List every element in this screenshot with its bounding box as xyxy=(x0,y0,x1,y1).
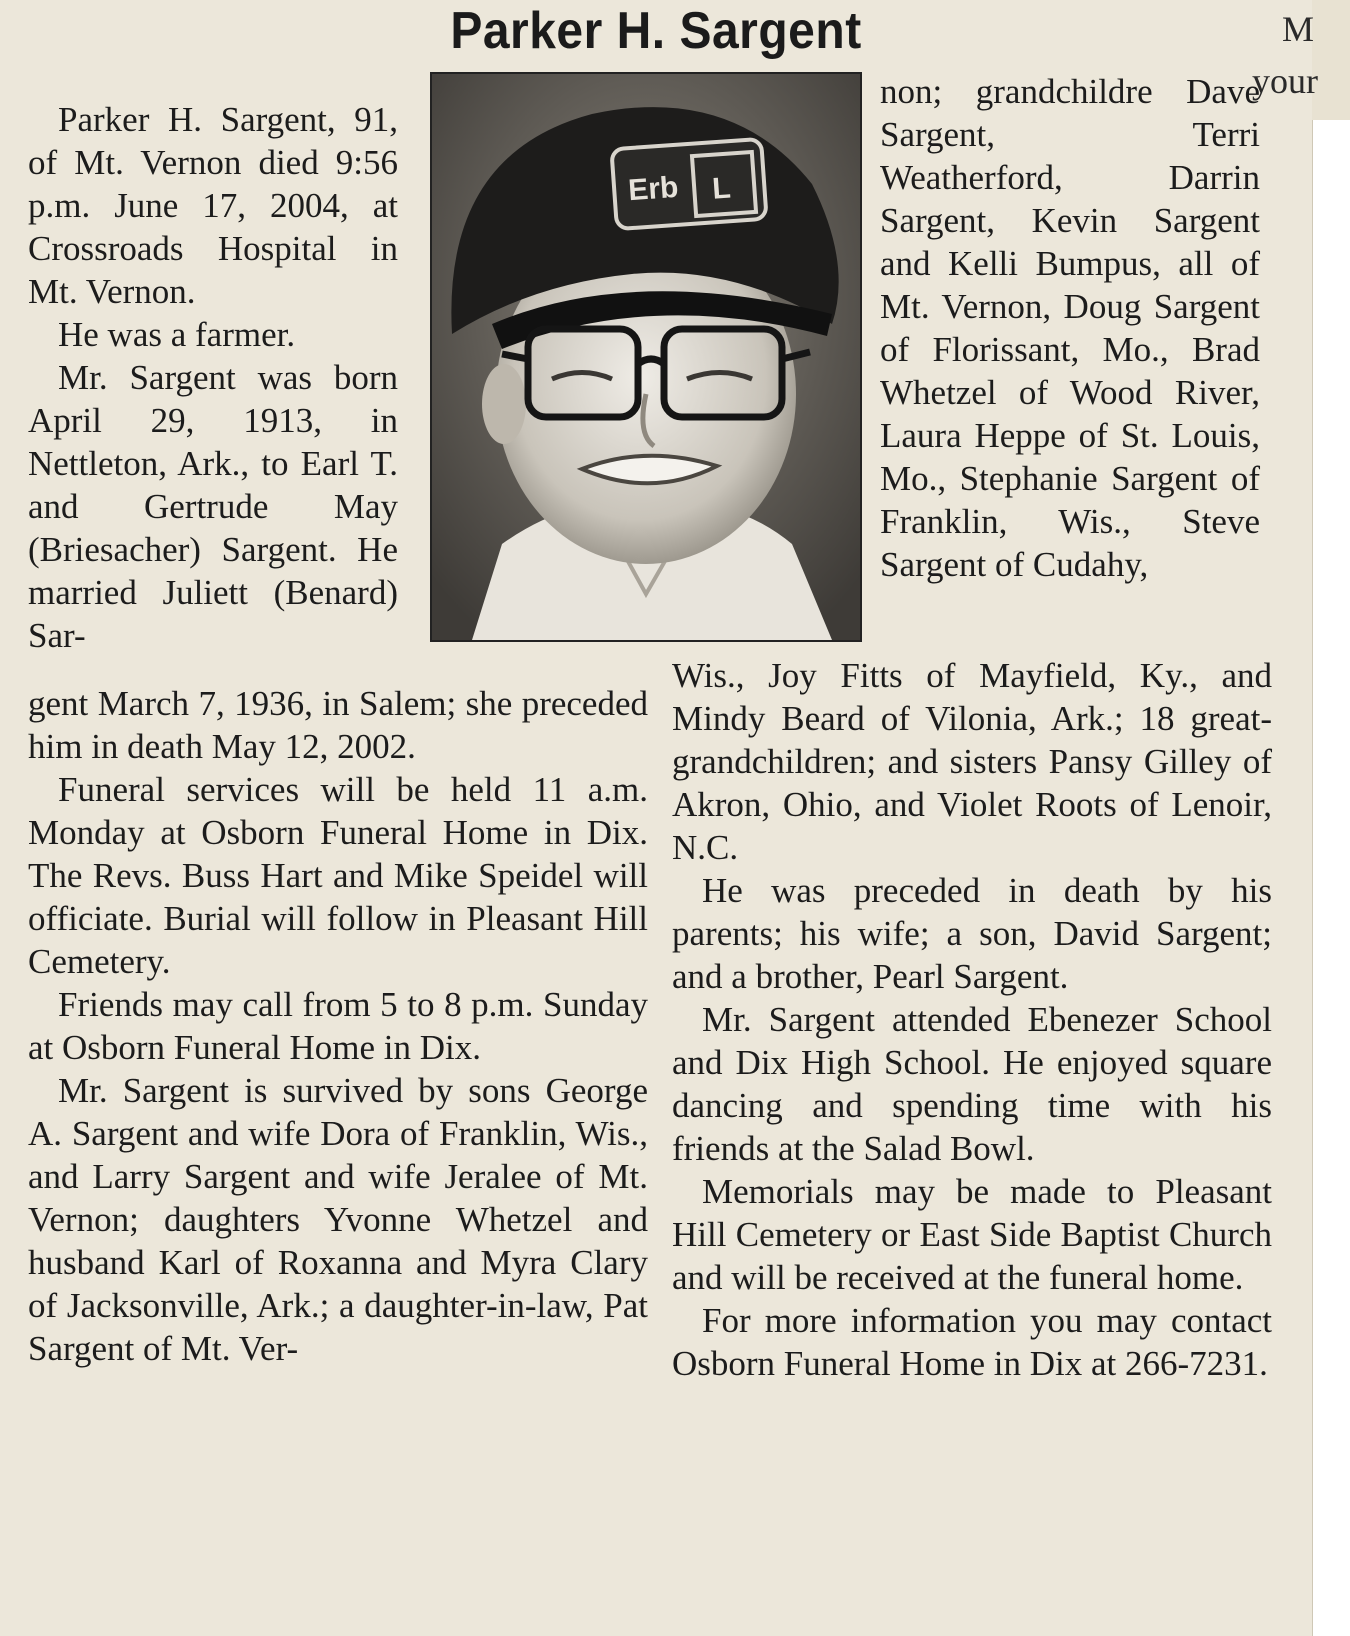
paragraph: Memorials may be made to Pleasant Hill Cemetery or East Side Baptist Church and will be received at the funeral home. xyxy=(672,1172,1272,1297)
portrait-photo xyxy=(430,72,862,642)
adjacent-text-fragment: M xyxy=(1282,9,1315,49)
column-2-top xyxy=(880,70,1260,586)
paragraph: Mr. Sargent is survived by sons George A. Sargent and wife Dora of Franklin, Wis., and Larry Sargent and wife Jeralee of Mt. Vernon; daughters Yvonne Whetzel and husband Karl of Roxanna and Myra Clary of Jacksonville, Ark.; a daughter-in-law, Pat Sargent of Mt. Ver- xyxy=(28,1071,648,1368)
column-2-bottom xyxy=(672,654,1272,1385)
adjacent-text-fragment: your xyxy=(1252,61,1318,101)
paragraph: gent March 7, 1936, in Salem; she preceded him in death May 12, 2002. xyxy=(28,684,648,766)
column-1-top xyxy=(28,98,398,657)
paragraph: Mr. Sargent attended Ebenezer School and Dix High School. He enjoyed square dancing and spending time with his friends at the Salad Bowl. xyxy=(672,1000,1272,1168)
paragraph: For more information you may contact Osborn Funeral Home in Dix at 266-7231. xyxy=(672,1301,1272,1383)
cap-badge-text: Erb xyxy=(627,170,680,208)
paragraph: non; grandchildre Dave Sargent, Terri Weatherford, Darrin Sargent, Kevin Sargent and Kelli Bumpus, all of Mt. Vernon, Doug Sargent of Florissant, Mo., Brad Whetzel of Wood River, Laura Heppe of St. Louis, Mo., Stephanie Sargent of Franklin, Wis., Steve Sargent of Cudahy, xyxy=(880,72,1260,584)
paragraph: He was a farmer. xyxy=(58,315,296,354)
cap-badge-mark: L xyxy=(711,171,732,206)
column-1-bottom xyxy=(28,682,648,1370)
paragraph: Friends may call from 5 to 8 p.m. Sunday at Osborn Funeral Home in Dix. xyxy=(28,985,648,1067)
portrait-illustration xyxy=(432,74,860,640)
paragraph: He was preceded in death by his parents; his wife; a son, David Sargent; and a brother, Pearl Sargent. xyxy=(672,871,1272,996)
paragraph: Funeral services will be held 11 a.m. Monday at Osborn Funeral Home in Dix. The Revs. Buss Hart and Mike Speidel will officiate. Burial will follow in Pleasant Hill Cemetery. xyxy=(28,770,648,981)
paragraph: Parker H. Sargent, 91, of Mt. Vernon died 9:56 p.m. June 17, 2004, at Crossroads Hospital in Mt. Vernon. xyxy=(28,100,398,311)
paragraph: Mr. Sargent was born April 29, 1913, in Nettleton, Ark., to Earl T. and Gertrude May (Briesacher) Sargent. He married Juliett (Benard) Sar- xyxy=(28,358,398,655)
paragraph: Wis., Joy Fitts of Mayfield, Ky., and Mindy Beard of Vilonia, Ark.; 18 great-grandchildren; and sisters Pansy Gilley of Akron, Ohio, and Violet Roots of Lenoir, N.C. xyxy=(672,656,1272,867)
obituary-headline: Parker H. Sargent xyxy=(450,2,862,61)
